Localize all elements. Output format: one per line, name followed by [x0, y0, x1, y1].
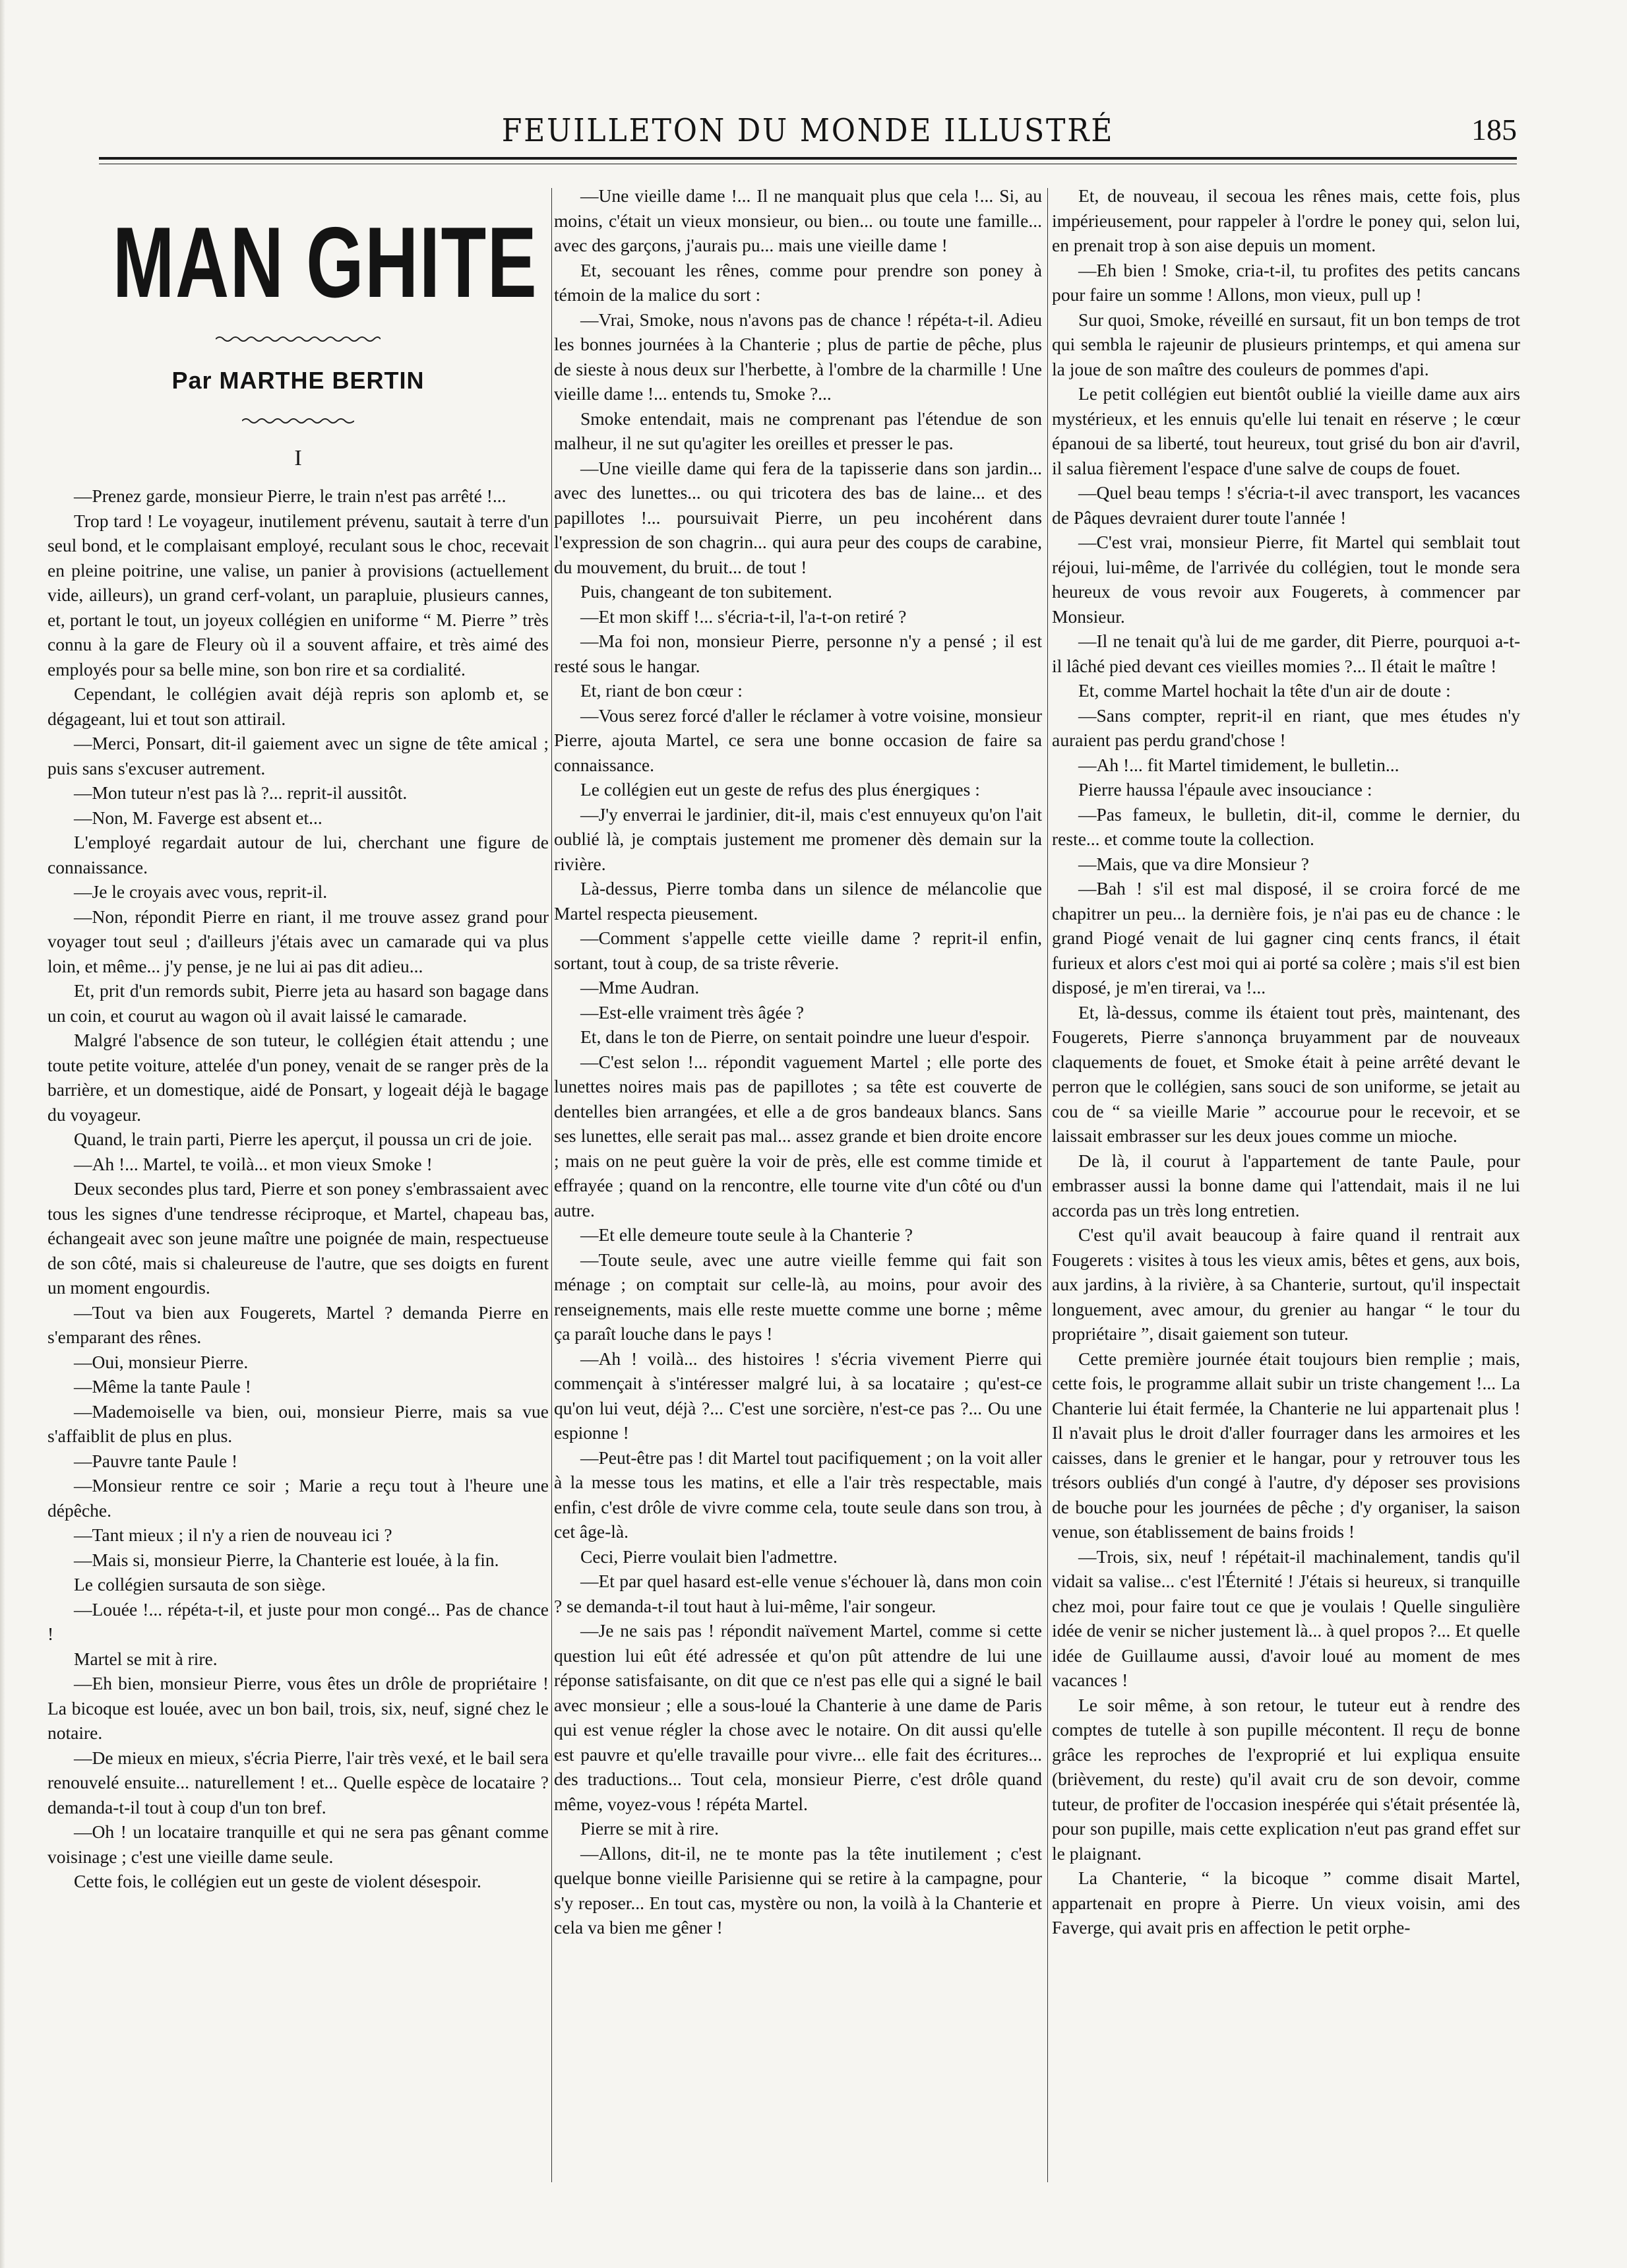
paragraph: —Ah !... fit Martel timidement, le bulletin... [1078, 754, 1399, 775]
paragraph: —Vous serez forcé d'aller le réclamer à votre voisine, monsieur Pierre, ajouta Martel, ce sera une bonne occasion de faire sa connaissance. [554, 705, 1042, 775]
paragraph: Martel se mit à rire. [74, 1648, 218, 1669]
paragraph: —Mais si, monsieur Pierre, la Chanterie est louée, à la fin. [74, 1549, 499, 1570]
paragraph: —Peut-être pas ! dit Martel tout pacifiquement ; on la voit aller à la messe tous les matins, et elle a l'air très respectable, mais enfin, c'est drôle de vivre comme cela, toute seule dans son trou, à cet âge-là. [554, 1447, 1042, 1542]
paragraph: —Non, M. Faverge est absent et... [74, 807, 322, 828]
paragraph: —Pas fameux, le bulletin, dit-il, comme le dernier, du reste... et comme toute la collection. [1052, 803, 1520, 849]
paragraph: —Bah ! s'il est mal disposé, il se croira forcé de me chapitrer un peu... la dernière fois, je n'ai pas eu de chance : le grand Piogé venait de lui gagner cinq cents francs, il était furieux et alors c'est moi qui ai porté sa colère ; mais s'il est bien disposé, je m'en tirerai, va !... [1052, 878, 1520, 997]
paragraph: —Quel beau temps ! s'écria-t-il avec transport, les vacances de Pâques devraient durer toute l'année ! [1052, 482, 1520, 528]
byline: Par MARTHE BERTIN [171, 367, 425, 394]
paragraph: —Comment s'appelle cette vieille dame ? reprit-il enfin, sortant, tout à coup, de sa triste rêverie. [554, 928, 1042, 973]
chapter-number: I [294, 445, 302, 470]
header-rule [99, 157, 1517, 160]
paragraph: —Allons, dit-il, ne te monte pas la tête inutilement ; c'est quelque bonne vieille Parisienne qui se retire à la campagne, pour s'y reposer... En tout cas, mystère ou non, la voilà à la Chanterie et cela va bien me gêner ! [554, 1843, 1042, 1937]
paragraph: Et, comme Martel hochait la tête d'un air de doute : [1078, 680, 1451, 701]
paragraph: —Une vieille dame qui fera de la tapisserie dans son jardin... avec des lunettes... ou qui tricotera des bas de laine... et des papillotes !... poursuivait Pierre, un peu incohérent dans l'expression de son chagrin... qui aura peur des coups de carabine, du mouvement, du bruit... de tout ! [554, 457, 1042, 577]
paragraph: Le petit collégien eut bientôt oublié la vieille dame aux airs mystérieux, et les ennuis qu'elle lui tenait en réserve ; le cœur épanoui de sa liberté, tout heureux, tout grisé du bon air d'avril, il salua fièrement l'espace d'une salve de coups de fouet. [1052, 383, 1520, 478]
paragraph: Cette première journée était toujours bien remplie ; mais, cette fois, le programme allait subir un triste changement !... La Chanterie lui était fermée, la Chanterie ne lui appartenait plus ! Il n'avait plus le droit d'aller fourrager dans les armoires et les caisses, dans le grenier et le hangar, pour y retrouver tous les trésors oubliés d'un congé à l'autre, d'y déposer ses provisions de bouche pour les journées de pêche ; d'y organiser, la saison venue, son établissement de bains froids ! [1052, 1348, 1520, 1542]
paragraph: —Je ne sais pas ! répondit naïvement Martel, comme si cette question lui eût été adressée et qu'on pût attendre de lui une réponse satisfaisante, on dit que ce n'est pas elle qui a signé le bail avec monsieur ; elle a sous-loué la Chanterie à une dame de Paris qui est venue régler la chose avec le notaire. On dit aussi qu'elle est pauvre et qu'elle travaille pour vivre... elle fait des écritures... des traductions... Tout cela, monsieur Pierre, c'est drôle quand même, voyez-vous ! répéta Martel. [554, 1620, 1042, 1814]
paragraph: —Tant mieux ; il n'y a rien de nouveau ici ? [74, 1525, 392, 1545]
column-1 [47, 183, 549, 2189]
paragraph: Smoke entendait, mais ne comprenant pas l'étendue de son malheur, il ne sut qu'agiter les oreilles et presser le pas. [554, 408, 1042, 453]
paragraph: Le soir même, à son retour, le tuteur eut à rendre des comptes de tutelle à son pupille mécontent. Il reçu de bonne grâce les reproches de l'exproprié et lui expliqua ensuite (brièvement, du reste) qu'il avait cru de son devoir, comme tuteur, de profiter de l'occasion inespérée qui s'était présentée là, pour son pupille, mais cette explication n'eut pas grand effet sur le plaignant. [1052, 1694, 1520, 1864]
paragraph: —Et elle demeure toute seule à la Chanterie ? [580, 1224, 913, 1245]
paragraph: Et, secouant les rênes, comme pour prendre son poney à témoin de la malice du sort : [554, 259, 1042, 305]
paragraph: Et, riant de bon cœur : [580, 680, 743, 701]
paragraph: Malgré l'absence de son tuteur, le collégien était attendu ; une toute petite voiture, attelée d'un poney, venait de se ranger près de la barrière, et un domestique, aidé de Ponsart, y logeait déjà le bagage du voyageur. [47, 1030, 549, 1125]
paragraph: —J'y enverrai le jardinier, dit-il, mais c'est ennuyeux qu'on l'ait oublié là, je comptais justement me promener dès demain sur la rivière. [554, 803, 1042, 874]
paragraph: —C'est vrai, monsieur Pierre, fit Martel qui semblait tout réjoui, lui-même, de l'arrivée du collégien, tout le monde sera heureux de vous revoir aux Fougerets, à commencer par Monsieur. [1052, 532, 1520, 627]
paragraph: —Mademoiselle va bien, oui, monsieur Pierre, mais sa vue s'affaiblit de plus en plus. [47, 1401, 549, 1446]
paragraph: —Monsieur rentre ce soir ; Marie a reçu tout à l'heure une dépêche. [47, 1475, 549, 1521]
ornament-wave [216, 334, 381, 344]
column-1-text [47, 484, 549, 1894]
paragraph: Et, là-dessus, comme ils étaient tout près, maintenant, des Fougerets, Pierre s'annonça bruyamment par de nouveaux claquements de fouet, et Smoke était à peine arrêté devant le perron que le collégien, sans souci de son uniforme, se jetait au cou de “ sa vieille Marie ” accourue pour le recevoir, et se laissait embrasser sur les deux joues comme un mioche. [1052, 1001, 1520, 1146]
page-number: 185 [1471, 113, 1517, 146]
paragraph: —Trois, six, neuf ! répétait-il machinalement, tandis qu'il vidait sa valise... c'est l'Éternité ! J'étais si heureux, si tranquille chez moi, pour faire tout ce que je voulais ! Quelle singulière idée de venir se nicher justement là... à quel propos ?... Et quelle idée de Guillaume aussi, d'avoir loué au moment de mes vacances ! [1052, 1546, 1520, 1690]
paragraph: Cependant, le collégien avait déjà repris son aplomb et, se dégageant, lui et tout son attirail. [47, 683, 549, 729]
header-title: FEUILLETON DU MONDE ILLUSTRÉ [501, 112, 1115, 149]
paragraph: —De mieux en mieux, s'écria Pierre, l'air très vexé, et le bail sera renouvelé ensuite... naturellement ! et... Quelle espèce de locataire ? demanda-t-il tout à coup d'un ton bref. [47, 1747, 549, 1817]
paragraph: —Oui, monsieur Pierre. [74, 1351, 249, 1372]
paragraph: —Il ne tenait qu'à lui de me garder, dit Pierre, pourquoi a-t-il lâché pied devant ces vieilles momies ?... Il était le maître ! [1052, 631, 1520, 676]
page-header [99, 99, 1517, 172]
paragraph: —Et par quel hasard est-elle venue s'échouer là, dans mon coin ? se demanda-t-il tout haut à lui-même, l'air songeur. [554, 1571, 1042, 1616]
paragraph: Le collégien eut un geste de refus des plus énergiques : [580, 779, 980, 800]
paragraph: Quand, le train parti, Pierre les aperçut, il poussa un cri de joie. [74, 1129, 532, 1149]
paragraph: —Est-elle vraiment très âgée ? [580, 1001, 805, 1023]
paragraph: —Mon tuteur n'est pas là ?... reprit-il aussitôt. [74, 782, 408, 803]
paragraph: —Ma foi non, monsieur Pierre, personne n'y a pensé ; il est resté sous le hangar. [554, 631, 1042, 676]
paragraph: Et, prit d'un remords subit, Pierre jeta au hasard son bagage dans un coin, et courut au wagon où il avait laissé le camarade. [47, 980, 549, 1026]
paragraph: —Eh bien ! Smoke, cria-t-il, tu profites des petits cancans pour faire un somme ! Allons, mon vieux, pull up ! [1052, 259, 1520, 305]
column-3 [1052, 183, 1520, 2189]
ornament-wave [242, 416, 354, 426]
paragraph: —Même la tante Paule ! [74, 1376, 251, 1397]
paragraph: Cette fois, le collégien eut un geste de violent désespoir. [74, 1871, 481, 1891]
paragraph: —Eh bien, monsieur Pierre, vous êtes un drôle de propriétaire ! La bicoque est louée, avec un bon bail, trois, six, neuf, signé chez le notaire. [47, 1673, 549, 1743]
paragraph: Pierre haussa l'épaule avec insouciance : [1078, 779, 1372, 800]
paragraph: C'est qu'il avait beaucoup à faire quand il rentrait aux Fougerets : visites à tous les vieux amis, bêtes et gens, aux bois, aux jardins, à la rivière, à sa Chanterie, surtout, qu'il inspectait longuement, avec amour, du grenier au hangar “ le tour du propriétaire ”, disait gaiement son tuteur. [1052, 1224, 1520, 1344]
paragraph: —Pauvre tante Paule ! [74, 1450, 238, 1471]
paragraph: De là, il courut à l'appartement de tante Paule, pour embrasser aussi la bonne dame qui l'attendait, mais il ne lui accorda pas un très long entretien. [1052, 1150, 1520, 1220]
paragraph: —Sans compter, reprit-il en riant, que mes études n'y auraient pas perdu grand'chose ! [1052, 705, 1520, 750]
paragraph: Puis, changeant de ton subitement. [580, 581, 832, 602]
paragraph: —Louée !... répéta-t-il, et juste pour mon congé... Pas de chance ! [47, 1598, 549, 1644]
paragraph: Et, dans le ton de Pierre, on sentait poindre une lueur d'espoir. [580, 1026, 1030, 1047]
paragraph: —Vrai, Smoke, nous n'avons pas de chance ! répéta-t-il. Adieu les bonnes journées à la Chanterie ; plus de partie de pêche, plus de sieste à nous deux sur l'herbette, à l'ombre de la charmille ! Une vieille dame !... entends tu, Smoke ?... [554, 309, 1042, 404]
paragraph: —Et mon skiff !... s'écria-t-il, l'a-t-on retiré ? [580, 606, 907, 627]
column-divider [551, 188, 552, 2182]
story-title: MAN GHITE [112, 206, 538, 319]
paragraph: —Ah ! voilà... des histoires ! s'écria vivement Pierre qui commençait à s'intéresser malgré lui, à sa locataire ; qu'est-ce qu'on lui veut, déjà ?... C'est une sorcière, n'est-ce pas ?... Ou une espionne ! [554, 1348, 1042, 1443]
paragraph: —Merci, Ponsart, dit-il gaiement avec un signe de tête amical ; puis sans s'excuser autrement. [47, 733, 549, 778]
paragraph: Sur quoi, Smoke, réveillé en sursaut, fit un bon temps de trot qui sembla le rajeunir de plusieurs printemps, et qui amena sur la joue de son maître des couleurs de pommes d'api. [1052, 309, 1520, 379]
paragraph: Deux secondes plus tard, Pierre et son poney s'embrassaient avec tous les signes d'une tendresse réciproque, et Martel, chapeau bas, échangeait avec son jeune maître une poignée de main, respectueuse de son côté, mais si chaleureuse de l'autre, que ses doigts en furent un moment engourdis. [47, 1178, 549, 1298]
column-divider [1047, 188, 1048, 2182]
paragraph: Trop tard ! Le voyageur, inutilement prévenu, sautait à terre d'un seul bond, et le complaisant employé, reculant sous le choc, recevait en pleine poitrine, une valise, un panier à provisions (actuellement vide, ailleurs), un grand cerf-volant, un parapluie, plusieurs cannes, et, portant le tout, un joyeux collégien en uniforme “ M. Pierre ” très connu à la gare de Fleury où il a souvent affaire, et très aimé des employés pour sa belle mine, son bon rire et sa cordialité. [47, 510, 549, 679]
column-3-text [1052, 183, 1520, 1940]
paragraph: Ceci, Pierre voulait bien l'admettre. [580, 1546, 838, 1567]
paragraph: —Prenez garde, monsieur Pierre, le train n'est pas arrêté !... [74, 486, 507, 506]
paragraph: La Chanterie, “ la bicoque ” comme disait Martel, appartenait en propre à Pierre. Un vieux voisin, ami des Faverge, qui avait pris en affection le petit orphe- [1052, 1868, 1520, 1937]
paragraph: Et, de nouveau, il secoua les rênes mais, cette fois, plus impérieusement, pour rappeler à l'ordre le poney qui, selon lui, en prenait trop à son aise depuis un moment. [1052, 185, 1520, 255]
paragraph: —Mme Audran. [580, 977, 700, 997]
paragraph: —Tout va bien aux Fougerets, Martel ? demanda Pierre en s'emparant des rênes. [47, 1302, 549, 1347]
column-2 [554, 183, 1042, 2189]
paragraph: —Toute seule, avec une autre vieille femme qui fait son ménage ; on comptait sur celle-là, au moins, pour avoir des renseignements, mais elle reste muette comme une borne ; même ça paraît louche dans le pays ! [554, 1249, 1042, 1344]
paragraph: —Mais, que va dire Monsieur ? [1078, 853, 1309, 874]
column-2-text [554, 183, 1042, 1940]
paragraph: Pierre se mit à rire. [580, 1818, 719, 1839]
paragraph: —Ah !... Martel, te voilà... et mon vieux Smoke ! [74, 1153, 433, 1174]
paragraph: Le collégien sursauta de son siège. [74, 1574, 326, 1594]
paragraph: —Non, répondit Pierre en riant, il me trouve assez grand pour voyager tout seul ; d'ailleurs j'étais avec un camarade qui va plus loin, et même... j'y pense, je ne lui ai pas dit adieu... [47, 906, 549, 976]
paragraph: —C'est selon !... répondit vaguement Martel ; elle porte des lunettes noires mais pas de papillotes ; sa tête est couverte de dentelles bien arrangées, et elle a de gros bandeaux blancs. Sans ses lunettes, elle serait pas mal... assez grande et bien droite encore ; mais on ne peut guère la voir de près, elle est comme timide et effrayée ; quand on la rencontre, elle tourne vite d'un côté ou d'un autre. [554, 1051, 1042, 1220]
paragraph: —Une vieille dame !... Il ne manquait plus que cela !... Si, au moins, c'était un vieux monsieur, ou bien... ou toute une famille... avec des garçons, j'aurais pu... mais une vieille dame ! [554, 185, 1042, 255]
paragraph: L'employé regardait autour de lui, cherchant une figure de connaissance. [47, 832, 549, 877]
paragraph: Là-dessus, Pierre tomba dans un silence de mélancolie que Martel respecta pieusement. [554, 878, 1042, 924]
paragraph: —Oh ! un locataire tranquille et qui ne sera pas gênant comme voisinage ; c'est une vieille dame seule. [47, 1821, 549, 1867]
paragraph: —Je le croyais avec vous, reprit-il. [74, 881, 328, 902]
page-binding-edge [0, 0, 5, 2268]
